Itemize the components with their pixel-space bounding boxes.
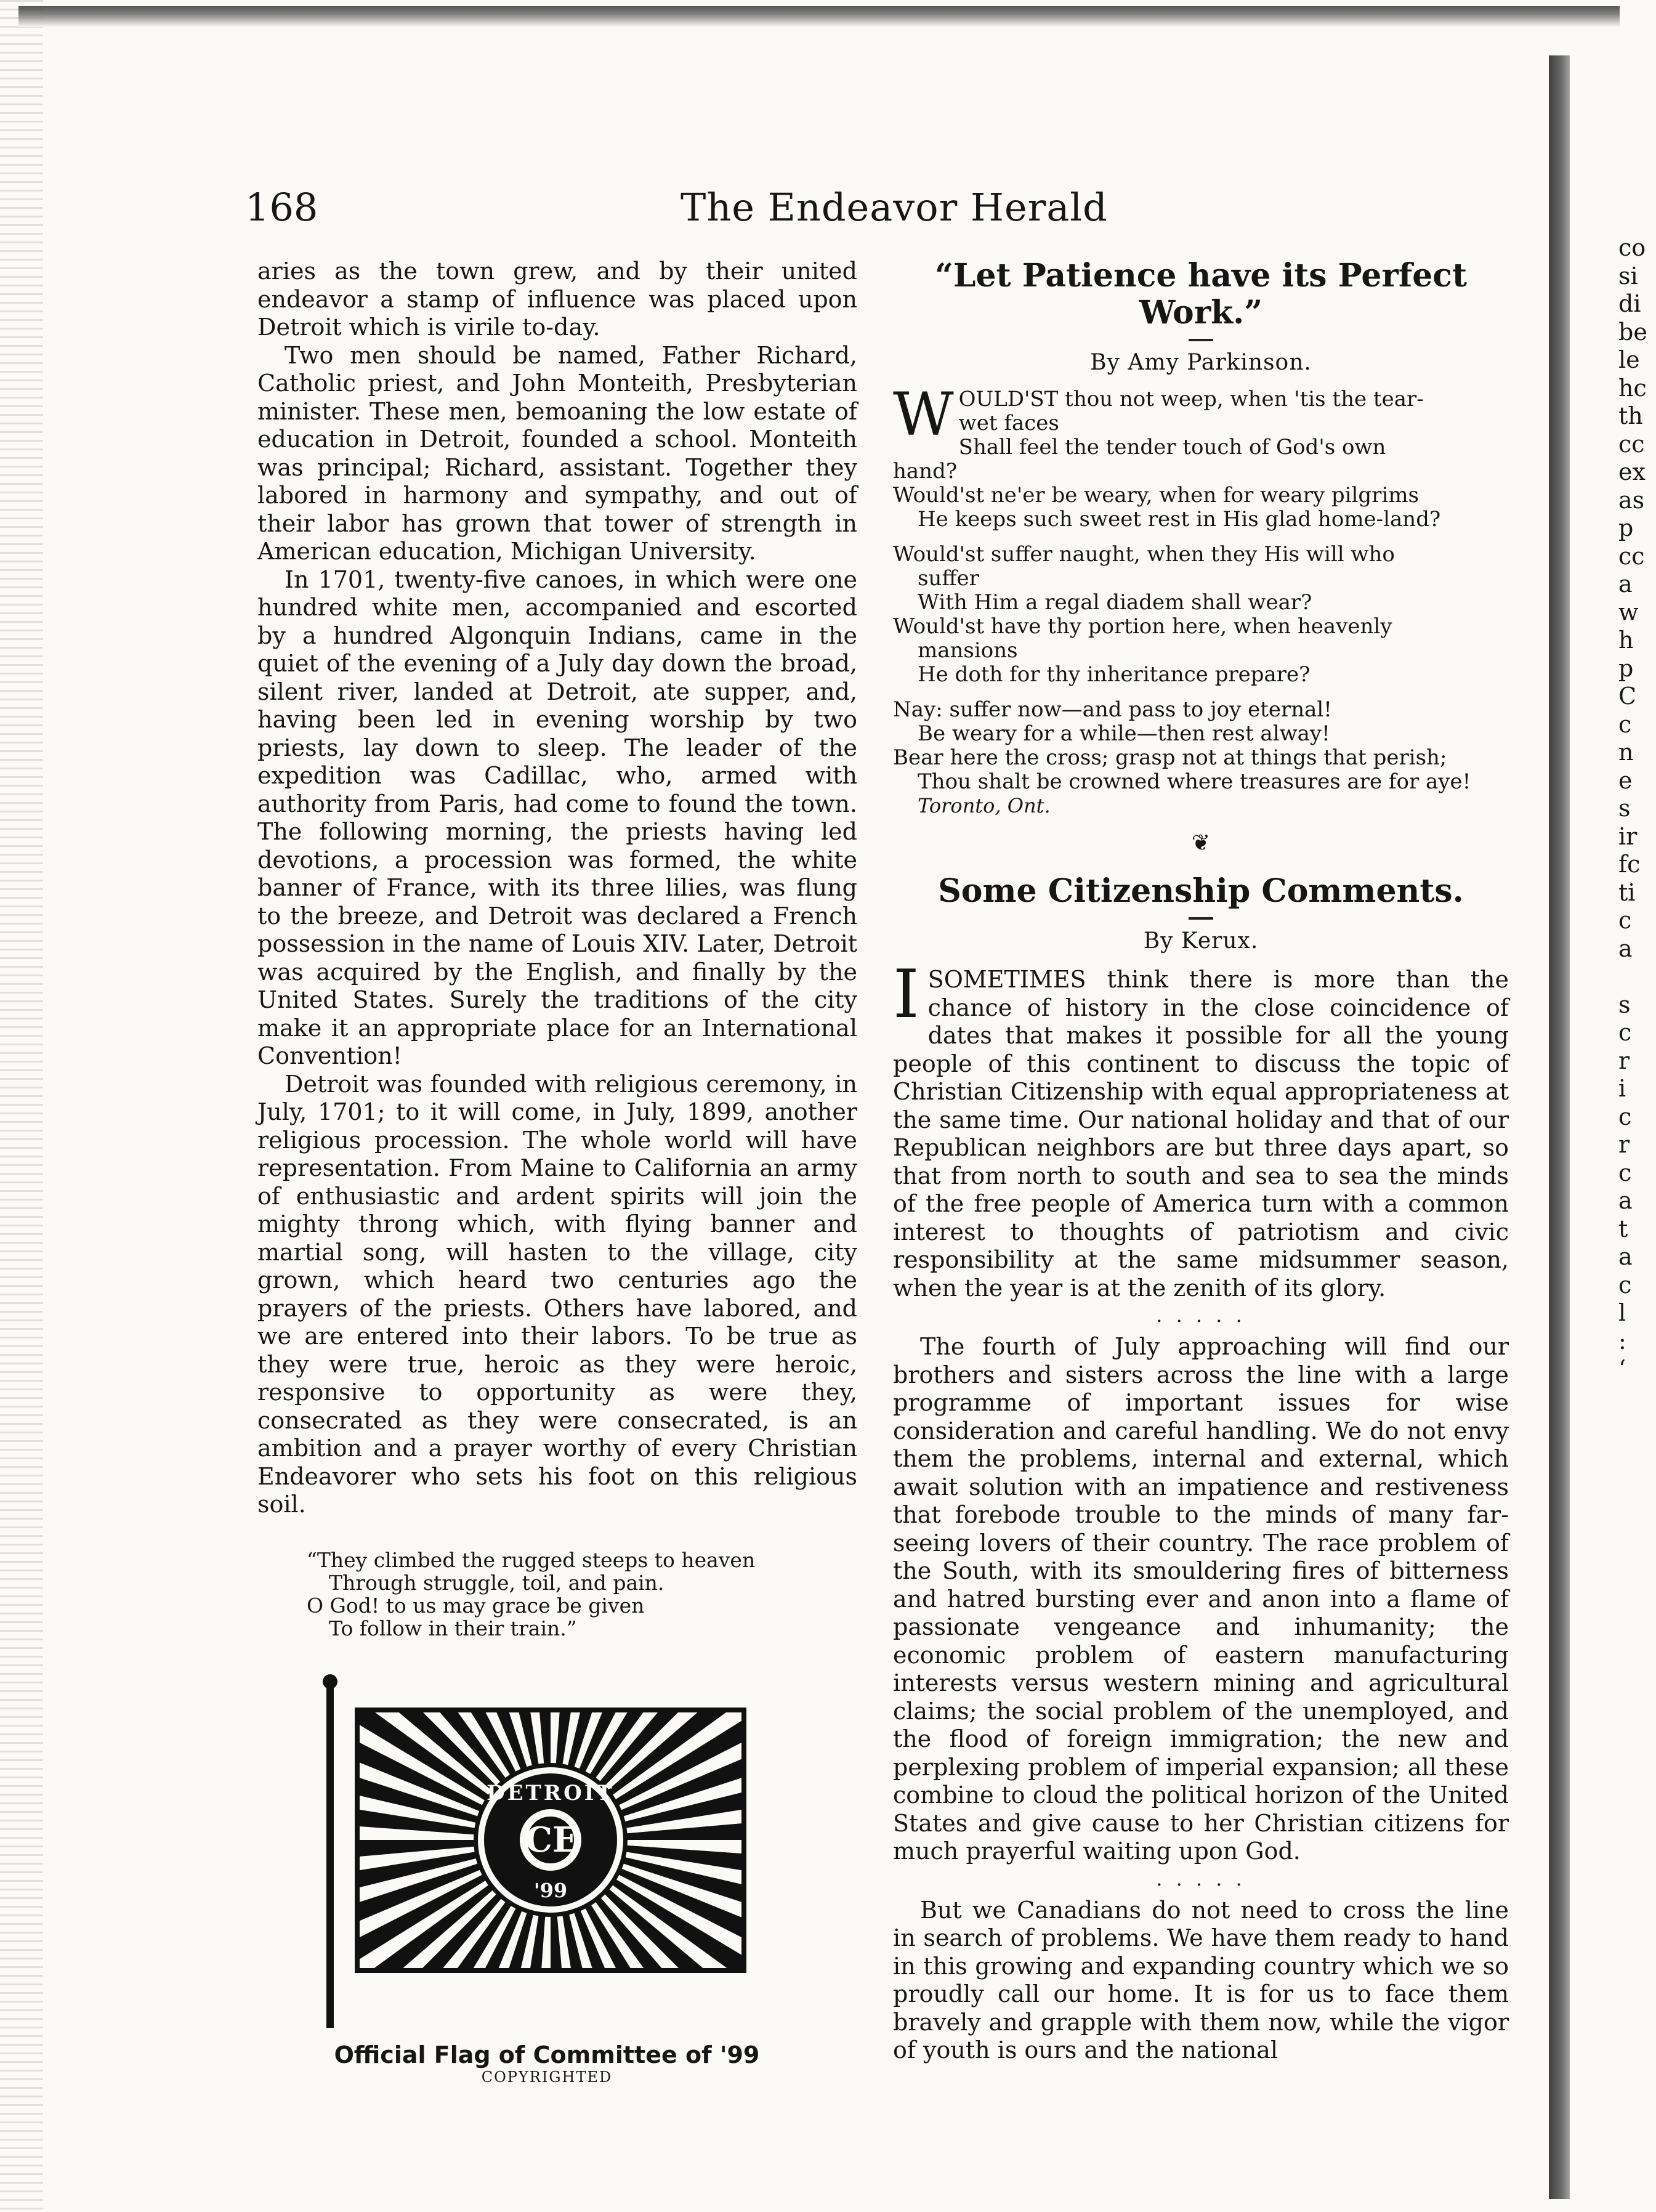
fragment-letters: c bbox=[1618, 1159, 1632, 1186]
fragment-letters: di bbox=[1618, 290, 1641, 317]
copyright-note: COPYRIGHTED bbox=[481, 2068, 613, 2086]
article-title: “Let Patience have its Perfect Work.” bbox=[935, 257, 1467, 331]
poem-line: mansions bbox=[918, 638, 1018, 663]
fragment-letters: c bbox=[1618, 1019, 1632, 1046]
paragraph: In 1701, twenty-five canoes, in which were one hundred white men, accompanied and escorted by a hundred Algonquin Indians, came in the quiet of the evening of a July day down the broad, silent river, landed at Detroit, ate supper, and, having been led in evening worship by two priests, lay down to sleep. The leader of the expedition was Cadillac, who, armed with authority from Paris, had come to found the town. The following morning, the priests having led devotions, a procession was formed, the white banner of France, with its three lilies, was flung to the breeze, and Detroit was declared a French possession in the name of Louis XIV. Later, Detroit was acquired by the English, and finally by the United States. Surely the traditions of the city make it an appropriate place for an International Convention! bbox=[257, 565, 857, 1069]
flag-caption: Official Flag of Committee of '99 bbox=[334, 2041, 760, 2068]
fragment-letters: fc bbox=[1618, 851, 1641, 878]
poem-line: OULD'ST thou not weep, when 'tis the tear- bbox=[958, 387, 1424, 411]
poem-line: He keeps such sweet rest in His glad home-land? bbox=[918, 507, 1441, 532]
paragraph: aries as the town grew, and by their united endeavor a stamp of influence was placed upon Detroit which is virile to-day. bbox=[257, 257, 857, 341]
fragment-letters: ir bbox=[1618, 822, 1638, 850]
section-separator: . . . . . bbox=[1156, 1303, 1246, 1327]
fragment-letters: ti bbox=[1618, 878, 1636, 906]
fragment-letters: c bbox=[1618, 907, 1632, 934]
poem-line: Would'st ne'er be weary, when for weary pilgrims bbox=[893, 483, 1420, 508]
fragment-letters: be bbox=[1618, 318, 1647, 346]
stanza bbox=[893, 380, 1509, 532]
flag-top-text: DETROIT bbox=[487, 1780, 615, 1805]
fragment-letters: cc bbox=[1618, 542, 1645, 570]
poem-line: hand? bbox=[893, 459, 958, 484]
fragment-letters: cc bbox=[1618, 430, 1645, 458]
scan-shadow-left bbox=[0, 0, 43, 2212]
lead-paragraph bbox=[893, 956, 1509, 1302]
lead-text: SOMETIMES think there is more than the chance of history in the close coincidence of dates that makes it possible for all the young people of this continent to discuss the topic of Christian Citizenship with equal appropriateness at the same time. Our national holiday and that of our Republican neighbors are but three days apart, so that from north to south and sea to sea the minds of the free people of America turn with a common interest to thoughts of patriotism and civic responsibility at the same midsummer season, when the year is at the zenith of its glory. bbox=[893, 966, 1509, 1302]
scan-shadow-top bbox=[18, 6, 1620, 27]
poem-line: Through struggle, toil, and pain. bbox=[329, 1570, 664, 1595]
paragraph: But we Canadians do not need to cross the line in search of problems. We have them ready to hand in this growing and expanding country which we so proudly call our home. It is for us to face them bravely and grapple with them now, while the vigor of youth is ours and the national bbox=[893, 1896, 1509, 2064]
flag-banner bbox=[355, 1708, 746, 1973]
fragment-letters: hc bbox=[1618, 374, 1647, 402]
fragment-letters: C bbox=[1618, 683, 1637, 710]
fragment-letters: th bbox=[1618, 402, 1643, 429]
poem-line: wet faces bbox=[958, 411, 1059, 436]
fragment-letters: si bbox=[1618, 262, 1638, 290]
title-rule bbox=[1189, 917, 1213, 920]
fragment-letters: ex bbox=[1618, 458, 1646, 485]
stanza bbox=[893, 543, 1509, 687]
section-separator: . . . . . bbox=[1156, 1866, 1246, 1890]
fragment-letters: a bbox=[1618, 570, 1633, 598]
quoted-poem bbox=[307, 1549, 857, 1640]
byline: By Kerux. bbox=[1143, 928, 1259, 954]
fragment-letters: c bbox=[1618, 1271, 1632, 1298]
byline: By Amy Parkinson. bbox=[1090, 350, 1312, 375]
poem-line: “They climbed the rugged steeps to heaven bbox=[307, 1547, 756, 1572]
paragraph: The fourth of July approaching will find our brothers and sisters across the line with a large programme of important issues for wise consideration and careful handling. We do not envy them the problems, internal and external, which await solution with an impatience and restiveness that forebode trouble to the minds of many far-seeing lovers of their country. The race problem of the South, with its smouldering fires of bitterness and hatred bursting ever and anon into a flame of passionate vengeance and inhumanity; the economic problem of eastern manufacturing interests versus western mining and agricultural claims; the social problem of the unemployed, and the flood of foreign immigration; the new and perplexing problem of imperial expansion; all these combine to cloud the political horizon of the United States and give cause to her Christian citizens for much prayerful waiting upon God. bbox=[893, 1333, 1509, 1865]
fragment-letters: a bbox=[1618, 1187, 1633, 1214]
article-title: Some Citizenship Comments. bbox=[938, 872, 1464, 910]
fragment-letters: : bbox=[1618, 1327, 1626, 1355]
title-rule bbox=[1189, 339, 1213, 341]
fragment-letters: c bbox=[1618, 1103, 1632, 1130]
poem-line: Nay: suffer now—and pass to joy eternal! bbox=[893, 697, 1332, 722]
running-title: The Endeavor Herald bbox=[681, 185, 1108, 230]
fragment-letters: i bbox=[1618, 1075, 1626, 1102]
flag-illustration bbox=[257, 1683, 857, 2028]
paragraph: Detroit was founded with religious ceremony, in July, 1701; to it will come, in July, 1899, another religious procession. The whole world will have representation. From Maine to California an army of enthusiastic and ardent spirits will join the mighty throng which, with flying banner and martial song, will hasten to the village, city grown, which heard two centuries ago the prayers of the priests. Others have labored, and we are entered into their labors. To be true as they were true, heroic as they were heroic, responsive to opportunity as were they, consecrated as they were consecrated, is an ambition and a prayer worthy of every Christian Endeavorer who sets his foot on this religious soil. bbox=[257, 1070, 857, 1518]
fragment-letters: n bbox=[1618, 739, 1634, 766]
fragment-letters: r bbox=[1618, 1047, 1630, 1074]
fragment-letters: t bbox=[1618, 1215, 1628, 1242]
left-column bbox=[257, 257, 857, 2086]
poem-line: He doth for thy inheritance prepare? bbox=[918, 662, 1311, 687]
fragment-letters: r bbox=[1618, 1131, 1630, 1158]
drop-cap: I bbox=[893, 956, 919, 1033]
flag-bottom-text: '99 bbox=[533, 1878, 568, 1902]
poem-body bbox=[893, 380, 1509, 818]
fragment-letters: co bbox=[1618, 234, 1646, 261]
poem-line: Thou shalt be crowned where treasures are for aye! bbox=[918, 769, 1471, 794]
poem-line: Bear here the cross; grasp not at things that perish; bbox=[893, 745, 1447, 770]
fragment-letters: as bbox=[1618, 486, 1645, 514]
right-column bbox=[893, 257, 1509, 2065]
fragment-letters: c bbox=[1618, 710, 1632, 738]
fragment-letters: l bbox=[1618, 1299, 1626, 1326]
fragment-letters: h bbox=[1618, 626, 1634, 654]
page-number: 168 bbox=[245, 185, 318, 230]
fragment-letters: p bbox=[1618, 514, 1634, 541]
fragment-letters: s bbox=[1618, 991, 1631, 1018]
sunburst-emblem bbox=[360, 1712, 741, 1968]
fragment-letters: p bbox=[1618, 654, 1634, 682]
poem-line: Would'st have thy portion here, when heavenly bbox=[893, 614, 1392, 639]
poem-line: Would'st suffer naught, when they His will who bbox=[893, 542, 1395, 567]
poem-line: To follow in their train.” bbox=[329, 1616, 577, 1640]
fragment-letters: a bbox=[1618, 934, 1633, 962]
page-gutter-shadow bbox=[1549, 55, 1570, 2199]
fragment-letters: s bbox=[1618, 795, 1631, 822]
flagpole bbox=[326, 1683, 334, 2028]
poem-line: O God! to us may grace be given bbox=[307, 1593, 645, 1618]
ornament-icon: ❦ bbox=[1191, 830, 1211, 856]
fragment-letters: a bbox=[1618, 1243, 1633, 1270]
poem-line: Shall feel the tender touch of God's own bbox=[958, 435, 1386, 460]
stanza bbox=[893, 698, 1509, 818]
fragment-letters: e bbox=[1618, 766, 1633, 794]
flag-emblem: CE bbox=[525, 1819, 579, 1860]
fragment-letters: le bbox=[1618, 346, 1640, 373]
signature: Toronto, Ont. bbox=[918, 794, 1051, 817]
fragment-letters: w bbox=[1618, 598, 1639, 626]
paragraph: Two men should be named, Father Richard, Catholic priest, and John Monteith, Presbyterian minister. These men, bemoaning the low estate of education in Detroit, founded a school. Monteith was principal; Richard, assistant. Together they labored in harmony and sympathy, and out of their labor has grown that tower of strength in American education, Michigan University. bbox=[257, 341, 857, 565]
poem-line: With Him a regal diadem shall wear? bbox=[918, 590, 1312, 615]
drop-cap: W bbox=[893, 380, 954, 449]
adjacent-page-fragment bbox=[1618, 234, 1655, 1384]
fragment-letters: ‘ bbox=[1618, 1355, 1626, 1382]
poem-line: Be weary for a while—then rest alway! bbox=[918, 721, 1330, 746]
fragment-letters bbox=[1618, 963, 1655, 991]
poem-line: suffer bbox=[918, 566, 979, 591]
